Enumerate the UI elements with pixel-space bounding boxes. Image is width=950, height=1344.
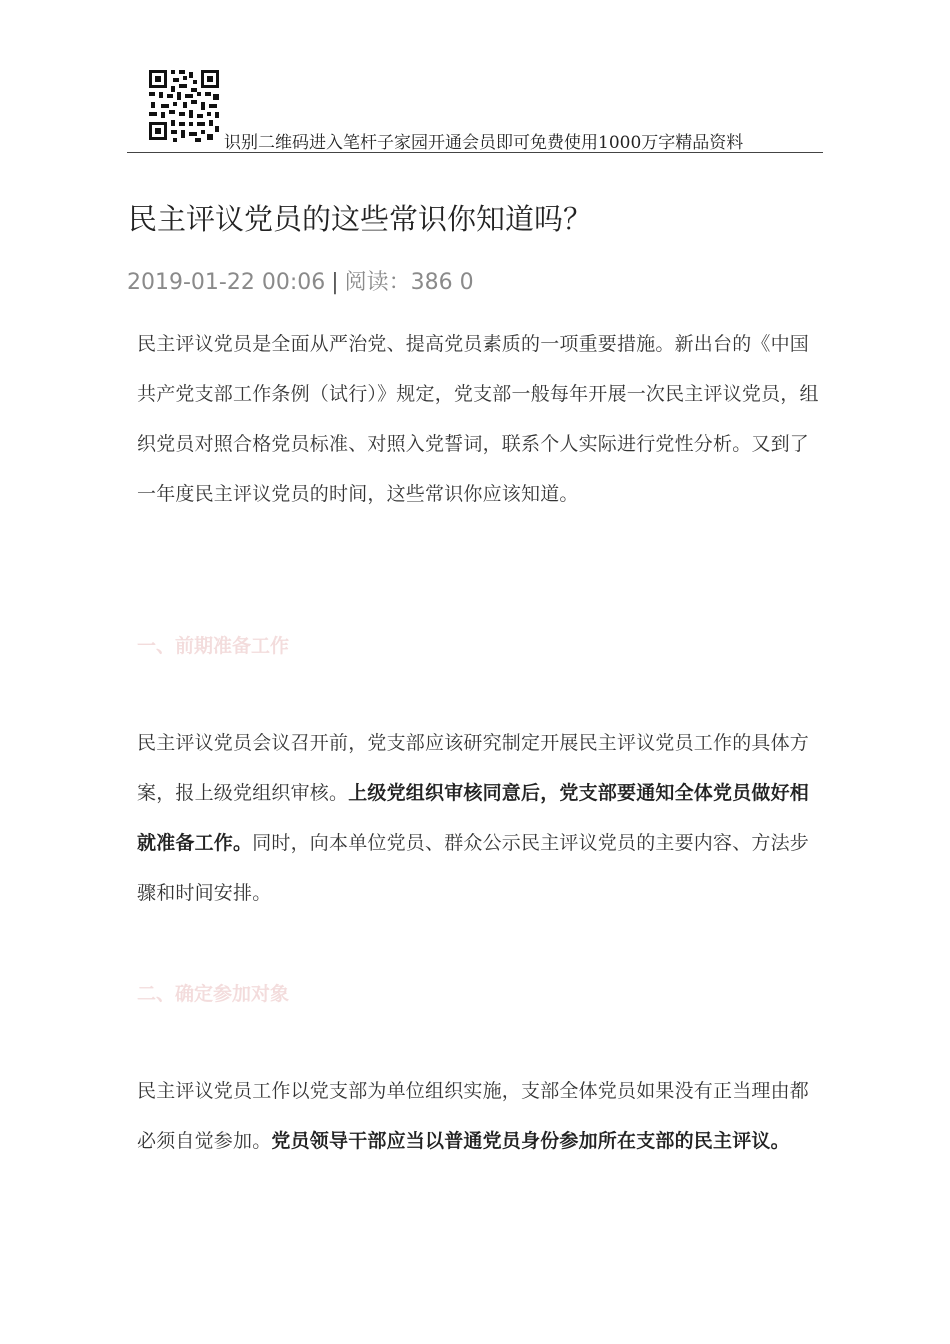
meta-separator: | (331, 270, 339, 295)
qr-code-icon[interactable] (147, 68, 221, 142)
section-text: 民主评议党员会议召开前，党支部应该研究制定开展民主评议党员工作的具体方案，报上级党组织审核。 (137, 732, 810, 804)
section-heading-preparation: 一、前期准备工作 (137, 635, 290, 657)
header-banner-text[interactable]: 识别二维码进入笔杆子家园开通会员即可免费使用1000万字精品资料 (224, 133, 744, 153)
article-title: 民主评议党员的这些常识你知道吗？ (128, 202, 593, 236)
section-paragraph-participants (137, 1066, 827, 1166)
section-heading-participants: 二、确定参加对象 (137, 983, 290, 1005)
article-meta (127, 265, 474, 296)
publish-date: 2019-01-22 00:06 (127, 270, 326, 295)
read-count: 阅读：386 0 (344, 270, 474, 295)
section-text: 民主评议党员工作以党支部为单位组织实施，支部全体党员如果没有正当理由都必须自觉参加。 (137, 1080, 810, 1152)
section-paragraph-preparation (137, 718, 827, 918)
intro-paragraph: 民主评议党员是全面从严治党、提高党员素质的一项重要措施。新出台的《中国共产党支部工作条例（试行）》规定，党支部一般每年开展一次民主评议党员，组织党员对照合格党员标准、对照入党誓词，联系个人实际进行党性分析。又到了一年度民主评议党员的时间，这些常识你应该知道。 (137, 333, 819, 505)
section-bold-text: 上级党组织审核同意后，党支部要通知全体党员做好相就准备工作。 (137, 782, 810, 854)
page-header (127, 68, 823, 153)
section-bold-text: 党员领导干部应当以普通党员身份参加所在支部的民主评议。 (271, 1130, 790, 1152)
section-text-after: 同时，向本单位党员、群众公示民主评议党员的主要内容、方法步骤和时间安排。 (137, 832, 810, 904)
